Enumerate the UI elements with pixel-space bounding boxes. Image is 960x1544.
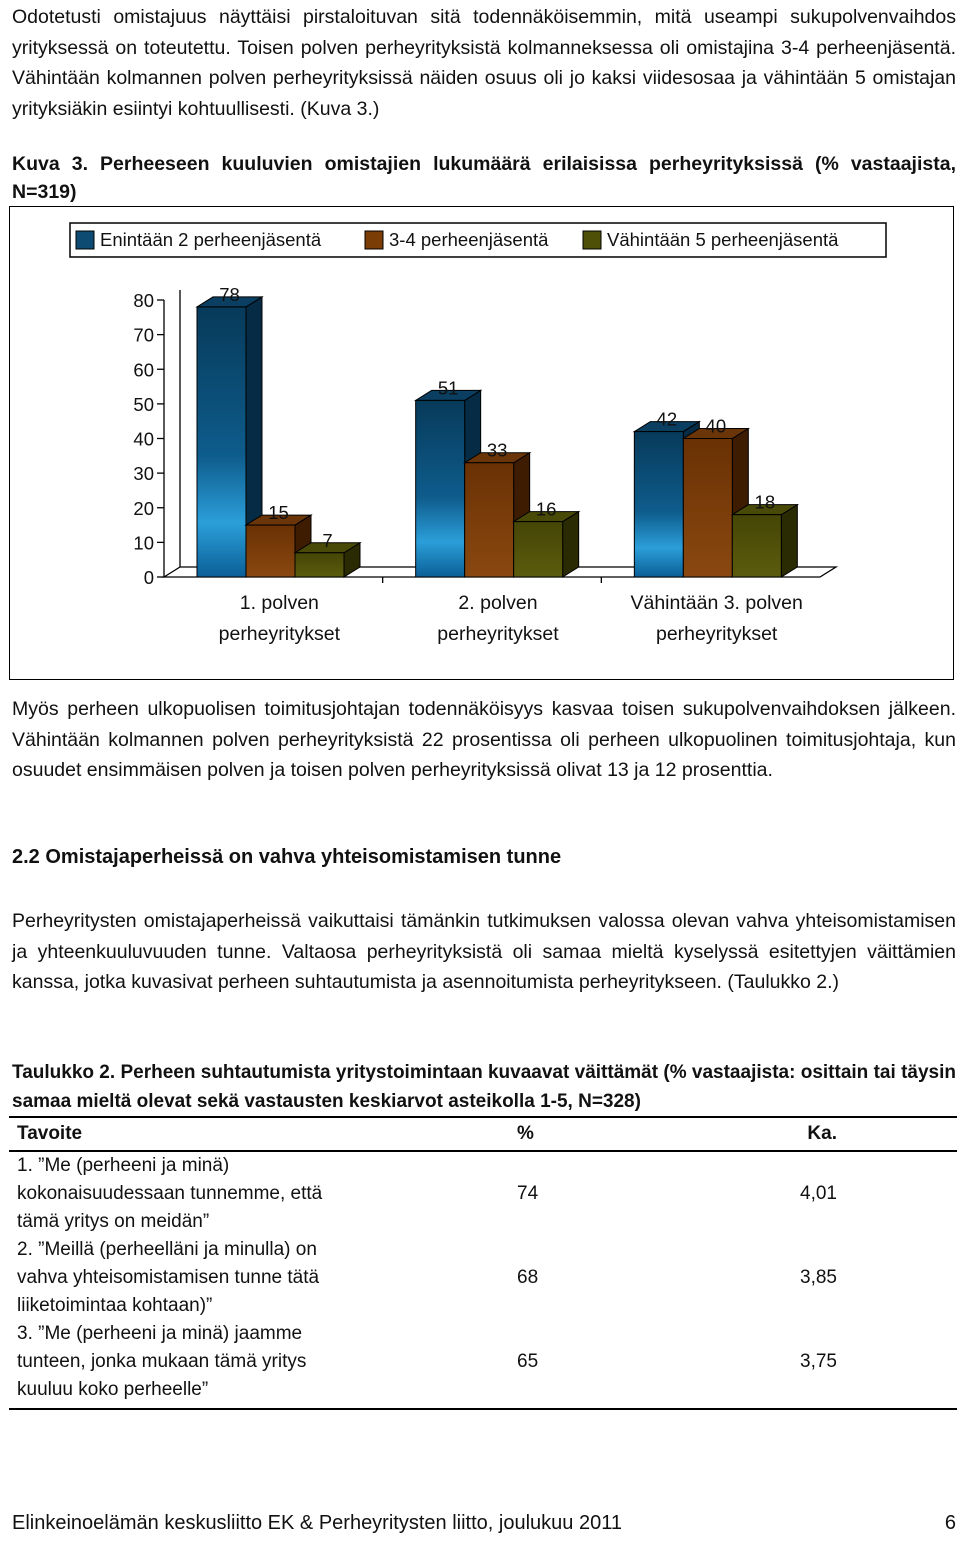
chart-legend — [70, 223, 886, 257]
y-tick-label: 0 — [143, 567, 154, 588]
section-paragraph: Perheyritysten omistajaperheissä vaikuttaisi tämänkin tutkimuksen valossa olevan vahva yhteisomistamisen ja yhteenkuuluvuuden tunne. Valtaosa perheyrityksistä oli samaa mieltä kyselyssä esitettyjen väittämien kanssa, jotka kuvasivat perheen suhtautumista ja asennoitumista perheyritykseen. (Taulukko 2.) — [12, 910, 956, 993]
y-tick-label: 30 — [133, 463, 154, 485]
bar — [732, 515, 781, 577]
data-label: 7 — [322, 529, 333, 551]
bar — [295, 553, 344, 577]
paragraph-after-chart: Myös perheen ulkopuolisen toimitusjohtajan todennäköisyys kasvaa toisen sukupolvenvaihdoksen jälkeen. Vähintään kolmannen polven perheyrityksistä 22 prosentissa oli perheen ulkopuolinen toimitusjohtaja, kun osuudet ensimmäisen polven ja toisen polven perheyrityksissä olivat 13 ja 12 prosenttia. — [12, 698, 956, 781]
y-tick-label: 80 — [133, 290, 154, 311]
chart-bars — [197, 297, 797, 577]
x-category-label: 1. polven — [239, 592, 319, 614]
bar — [514, 522, 563, 577]
percent-cell: 74 — [517, 1183, 539, 1204]
data-label: 18 — [754, 491, 776, 513]
data-label: 42 — [656, 408, 678, 430]
bar — [465, 463, 514, 577]
statements-table — [9, 1116, 957, 1410]
x-category-label: 2. polven — [458, 592, 538, 614]
header-percent: % — [365, 1117, 675, 1151]
y-tick-label: 50 — [133, 393, 154, 415]
bar — [634, 432, 683, 577]
mean-cell: 3,85 — [800, 1267, 837, 1288]
data-label: 15 — [268, 502, 289, 524]
percent-cell: 65 — [365, 1320, 675, 1409]
statement-cell: 2. ”Meillä (perheelläni ja minulla) on vahva yhteisomistamisen tunne tätä liiketoimintaa kohtaan)” — [17, 1239, 320, 1316]
bar-chart — [10, 207, 955, 681]
y-tick-label: 70 — [133, 324, 154, 346]
data-label: 16 — [535, 498, 557, 520]
x-category-label: Vähintään 3. polven — [630, 592, 803, 614]
bar-side — [781, 505, 797, 577]
legend-label: Enintään 2 perheenjäsentä — [100, 229, 322, 250]
table-row — [9, 1236, 957, 1320]
data-label: 40 — [705, 415, 727, 437]
x-category-label: perheyritykset — [218, 623, 341, 645]
legend-label: Vähintään 5 perheenjäsentä — [607, 229, 839, 250]
mean-cell: 4,01 — [800, 1183, 837, 1204]
statement-cell: 1. ”Me (perheeni ja minä) kokonaisuudessaan tunnemme, että tämä yritys on meidän” — [17, 1155, 323, 1232]
header-mean: Ka. — [675, 1117, 957, 1151]
bar — [416, 400, 465, 577]
footer-text: Elinkeinoelämän keskusliitto EK & Perheyritysten liitto, joulukuu 2011 — [12, 1512, 622, 1534]
bar — [197, 307, 246, 577]
intro-paragraph: Odotetusti omistajuus näyttäisi pirstaloituvan sitä todennäköisemmin, mitä useampi sukupolvenvaihdos yrityksessä on toteutettu. Toisen polven perheyrityksistä kolmanneksessa oli omistajina 3-4 perheenjäsentä. Vähintään kolmannen polven perheyrityksissä näiden osuus oli jo kaksi viidesosaa ja vähintään 5 omistajan yrityksiäkin esiintyi kohtuullisesti. (Kuva 3.) — [12, 6, 956, 120]
y-tick-label: 10 — [133, 532, 154, 554]
page-footer — [12, 1512, 956, 1535]
bar — [683, 439, 732, 578]
figure-caption: Kuva 3. Perheeseen kuuluvien omistajien lukumäärä erilaisissa perheyrityksissä (% vastaajista, N=319) — [12, 153, 956, 203]
bar — [246, 525, 295, 577]
y-tick-label: 20 — [133, 497, 154, 519]
table-header-row — [9, 1117, 957, 1151]
bar-side — [563, 512, 579, 577]
data-label: 33 — [486, 439, 508, 461]
chart-frame — [9, 206, 954, 680]
legend-swatch — [365, 231, 383, 249]
page-number: 6 — [944, 1512, 956, 1534]
x-category-label: perheyritykset — [655, 623, 778, 645]
legend-label: 3-4 perheenjäsentä — [389, 229, 549, 250]
table-row — [9, 1320, 957, 1409]
legend-swatch — [76, 231, 94, 249]
y-tick-label: 60 — [133, 359, 154, 381]
section-heading: 2.2 Omistajaperheissä on vahva yhteisomistamisen tunne — [12, 846, 562, 868]
header-goal: Tavoite — [9, 1117, 365, 1151]
y-tick-label: 40 — [133, 428, 154, 450]
table-row — [9, 1151, 957, 1236]
percent-cell: 68 — [517, 1267, 539, 1288]
statement-cell: 3. ”Me (perheeni ja minä) jaamme tunteen, jonka mukaan tämä yritys kuuluu koko perheelle” — [9, 1320, 365, 1409]
legend-swatch — [583, 231, 601, 249]
data-label: 78 — [219, 283, 240, 305]
mean-cell: 3,75 — [675, 1320, 957, 1409]
table-caption: Taulukko 2. Perheen suhtautumista yritystoimintaan kuvaavat väittämät (% vastaajista: osittain tai täysin samaa mieltä olevat sekä vastausten keskiarvot asteikolla 1-5, N=328) — [12, 1062, 956, 1112]
data-label: 51 — [437, 377, 459, 399]
x-category-label: perheyritykset — [437, 623, 559, 645]
